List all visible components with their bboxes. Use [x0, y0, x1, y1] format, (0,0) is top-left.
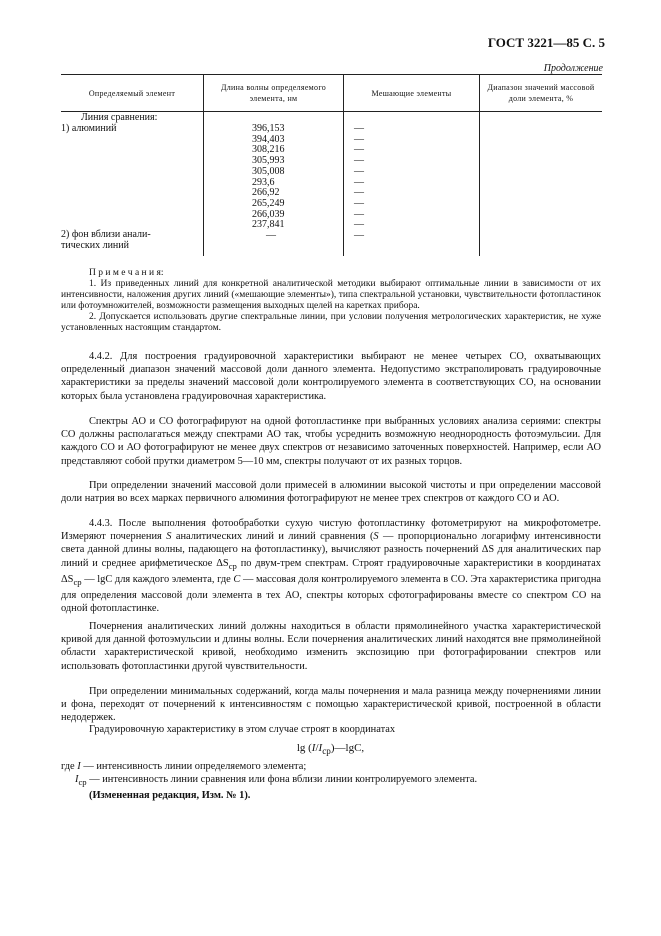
dash: — — [354, 165, 364, 177]
where-label: где — [61, 761, 75, 772]
note-2: 2. Допускается использовать другие спектральные линии, при условии получения метрологических характеристик, не хуже установленных настоящим стандартом. — [61, 312, 601, 333]
dash: — — [354, 123, 364, 134]
symbol-s: S — [166, 531, 172, 543]
section-label: Линия сравнения: — [81, 112, 158, 123]
dash: — — [354, 155, 364, 167]
wavelength-dash: — — [266, 230, 276, 242]
formula-icp: I — [318, 742, 323, 754]
col-header-wavelength: Длина волны определяемого элемента, нм — [204, 75, 344, 112]
range-cell — [480, 112, 603, 256]
def-text-2: — интенсивность линии сравнения или фона вблизи линии контролируемого элемента. — [89, 774, 478, 785]
subscript-cp: ср — [73, 576, 82, 587]
edition-note: (Измененная редакция, Изм. № 1). — [89, 790, 251, 802]
wavelength-value: 396,153 — [252, 123, 285, 134]
wavelength-value: 266,039 — [252, 208, 285, 220]
element-cell — [61, 112, 204, 256]
p443-text-a: 4.4.3. После выполнения фотообработки сухую чистую фотопластинку фотометрируют на микрофотометре. Измеряют почернения — [61, 518, 601, 543]
def-text-1: — интенсивность линии определяемого элемента; — [83, 761, 307, 772]
p443-text-b: аналитических линий и линий сравнения ( — [175, 531, 374, 543]
paragraph-coordinates: Градуировочную характеристику в этом случае строят в координатах — [89, 724, 396, 735]
dash: — — [354, 230, 364, 242]
wavelength-value: 265,249 — [252, 197, 285, 209]
col-header-interfering: Мешающие элементы — [344, 75, 480, 112]
wavelength-value: 305,008 — [252, 165, 285, 177]
spectral-lines-table — [61, 74, 602, 256]
wavelength-value: 394,403 — [252, 133, 285, 145]
formula-lg: lg ( — [296, 742, 312, 754]
formula — [0, 742, 661, 756]
paragraph-spectra: Спектры АО и СО фотографируют на одной фотопластинке при выбранных условиях анализа сериями: спектры СО должны располагаться между спектрами АО так, чтобы усреднить возможную неоднородность фотоэмульсии. Для каждого СО и АО фотографируют не менее двух спектров от независимо заточенных поверхностей. Например, если АО представляют собой прутки диаметром 5—10 мм, спектры получают от их разных торцов. — [61, 416, 601, 467]
paragraph-4-4-3 — [61, 517, 601, 616]
def-sub: ср — [78, 777, 87, 788]
dash: — — [354, 133, 364, 145]
definition-1 — [61, 760, 601, 773]
paragraph-minimum: При определении минимальных содержаний, когда малы почернения и мала разница между почернениями линии и фона, переходят от почернений к интенсивностям с помощью характеристической кривой, построенной в области недодержек. — [61, 686, 601, 724]
def-symbol-icp: I — [75, 774, 79, 785]
continuation-label: Продолжение — [543, 63, 603, 74]
notes-block — [61, 268, 601, 334]
note-1: 1. Из приведенных линий для конкретной аналитической методики выбирают оптимальные линии в зависимости от их интенсивности, наложения других линий («мешающие элементы»), типа спектральной установки, чувствительности фотопластинок или фотоумножителей, возможности размещения выходных щелей на каретках прибора. — [61, 279, 601, 311]
col-header-range: Диапазон значений массовой доли элемента, % — [480, 75, 603, 112]
subscript-cp: ср — [228, 560, 237, 571]
wavelength-value: 293,6 — [252, 176, 275, 188]
p443-text-c: — пропорционально логарифму интенсивности света данной длины волны, падающего на фотопластинку), вычисляют разность почернений ΔS для аналитических пар линий и среднее арифметическое ΔS — [61, 531, 601, 569]
interfering-cell — [344, 112, 480, 256]
page-header: ГОСТ 3221—85 С. 5 — [487, 35, 605, 50]
wavelength-value: 305,993 — [252, 155, 285, 167]
wavelength-value: 237,841 — [252, 219, 285, 231]
formula-i: I — [311, 742, 316, 754]
table-header-row — [61, 75, 602, 112]
formula-slash: / — [315, 742, 319, 754]
formula-rest: )—lgC, — [330, 742, 365, 754]
paragraph-high-purity: При определении значений массовой доли примесей в алюминии высокой чистоты и при определении массовой доли натрия во всех марках первичного алюминия фотографируют не менее трех спектров от каждого СО и АО. — [61, 480, 601, 505]
item-background-line2: тических линий — [61, 240, 129, 252]
def-symbol-i: I — [77, 761, 81, 772]
symbol-c: C — [233, 573, 241, 585]
dash: — — [354, 187, 364, 199]
dash: — — [354, 197, 364, 209]
wavelength-value: 308,216 — [252, 144, 285, 156]
dash: — — [354, 219, 364, 231]
symbol-s: S — [373, 531, 379, 543]
paragraph-blackening: Почернения аналитических линий должны находиться в области прямолинейного участка характеристической кривой для данной фотоэмульсии и длины волны. Если почернения аналитических линий находятся вне прямолинейной области характеристической кривой, необходимо изменить экспозицию при фотографировании спектров или использовать фотопластинки другой чувствительности. — [61, 621, 601, 672]
p443-text-e: — lgC для каждого элемента, где — [84, 573, 231, 585]
table-body-row — [61, 112, 602, 256]
item-background-line1: 2) фон вблизи анали- — [61, 229, 151, 241]
item-aluminium: 1) алюминий — [61, 122, 117, 134]
definition-2 — [61, 773, 601, 789]
notes-heading: П р и м е ч а н и я: — [89, 268, 164, 278]
wavelength-cell — [204, 112, 344, 256]
p443-text-d: по двум-трем спектрам. Строят градуировочные характеристики в координатах ΔS — [61, 557, 601, 585]
dash: — — [354, 176, 364, 188]
formula-sub: ср — [322, 746, 331, 757]
definitions — [61, 760, 601, 802]
dash: — — [354, 144, 364, 156]
paragraph-4-4-2: 4.4.2. Для построения градуировочной характеристики выбирают не менее четырех СО, охватывающих определенный диапазон значений массовой доли данного элемента. Недопустимо экстраполировать градуировочные характеристики за пределы значений массовой доли контролируемого элемента в соответствующих СО, на основании которых была установлена градуировочная характеристика. — [61, 351, 601, 402]
p443-text-f: — массовая доля контролируемого элемента в СО. Эта характеристика пригодна для определения массовой доли элемента в тех АО, спектры которых сфотографированы вместе со спектром СО на одной фотопластинке. — [61, 573, 602, 615]
wavelength-value: 266,92 — [252, 187, 280, 199]
col-header-element: Определяемый элемент — [61, 75, 204, 112]
dash: — — [354, 208, 364, 220]
